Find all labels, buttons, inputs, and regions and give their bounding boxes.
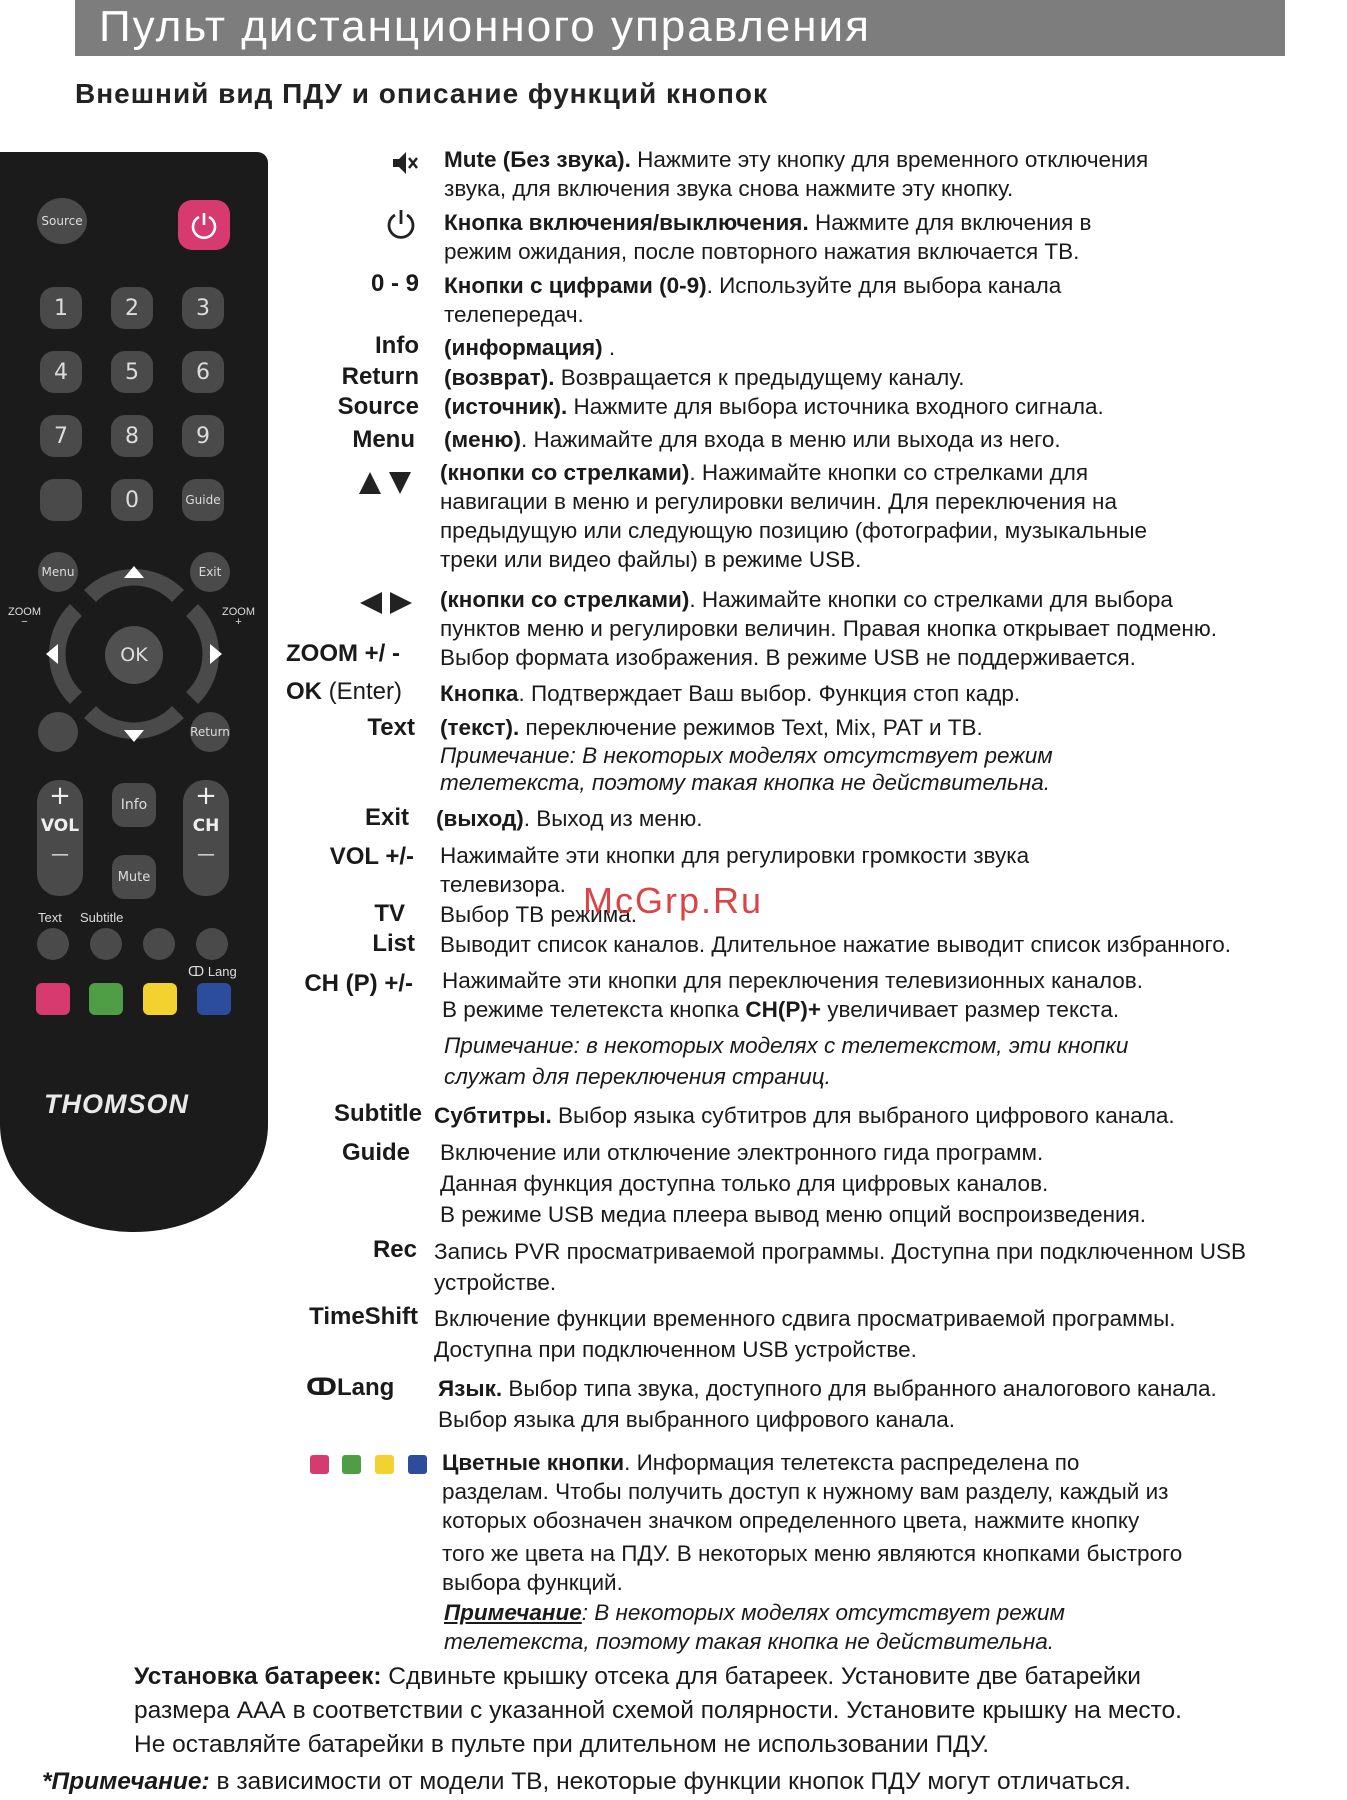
desc-source: (источник). Нажмите для выбора источника входного сигнала. bbox=[444, 394, 1104, 419]
remote-subtitle-label: Subtitle bbox=[80, 910, 124, 925]
swatch-yellow bbox=[375, 1455, 394, 1474]
label-ok: OK (Enter) bbox=[286, 678, 403, 705]
ch-plus-sign: + bbox=[195, 781, 217, 811]
label-info: Info bbox=[375, 332, 419, 359]
desc-info: (информация) . bbox=[444, 335, 616, 360]
remote-ch-rocker[interactable] bbox=[183, 780, 229, 896]
swatch-blue bbox=[408, 1455, 427, 1474]
vol-minus-sign: — bbox=[51, 844, 69, 865]
desc-colors: Цветные кнопки. Информация телетекста распределена по разделам. Чтобы получить доступ к нужному вам разделу, каждый из которых обозначен значком определенного цвета, нажмите кнопку того же цвета на ПДУ. В некоторых меню являются кнопками быстрого выбора функций. bbox=[442, 1450, 1183, 1595]
label-subtitle: Subtitle bbox=[334, 1100, 422, 1127]
desc-zoom: Выбор формата изображения. В режиме USB не поддерживается. bbox=[440, 645, 1136, 670]
power-icon bbox=[189, 210, 219, 240]
label-lang: ↀLang bbox=[306, 1374, 395, 1401]
label-rec: Rec bbox=[372, 1236, 417, 1263]
desc-ok: Кнопка. Подтверждает Ваш выбор. Функция стоп кадр. bbox=[440, 681, 1021, 706]
label-digits: 0 - 9 bbox=[370, 270, 419, 297]
remote-digit-0[interactable]: 0 bbox=[111, 479, 153, 521]
remote-vol-rocker[interactable] bbox=[37, 780, 83, 896]
power-icon bbox=[384, 207, 418, 241]
remote-digit-4[interactable]: 4 bbox=[40, 351, 82, 393]
remote-guide-button[interactable]: Guide bbox=[182, 479, 224, 521]
remote-digit-5[interactable]: 5 bbox=[111, 351, 153, 393]
vol-plus-sign: + bbox=[49, 781, 71, 811]
header-banner bbox=[75, 0, 1285, 56]
label-exit: Exit bbox=[364, 804, 409, 831]
desc-vol: Нажимайте эти кнопки для регулировки громкости звука телевизора. bbox=[440, 843, 1030, 897]
label-menu: Menu bbox=[352, 426, 415, 453]
remote-digit-6[interactable]: 6 bbox=[182, 351, 224, 393]
remote-text-button[interactable] bbox=[37, 928, 69, 960]
note-ch: Примечание: в некоторых моделях с телетекстом, эти кнопки служат для переключения страниц. bbox=[444, 1033, 1129, 1089]
remote-lang-label: ↀ Lang bbox=[188, 964, 237, 979]
desc-timeshift: Включение функции временного сдвига просматриваемой программы. Доступна при подключенном USB устройстве. bbox=[434, 1306, 1176, 1362]
remote-exit-button[interactable]: Exit bbox=[190, 552, 230, 592]
vol-label: VOL bbox=[40, 816, 80, 836]
desc-ch: Нажимайте эти кнопки для переключения телевизионных каналов. В режиме телетекста кнопка CH(P)+ увеличивает размер текста. bbox=[442, 968, 1143, 1022]
note-colors: Примечание: В некоторых моделях отсутствует режим телетекста, поэтому такая кнопка не действительна. bbox=[444, 1600, 1065, 1654]
remote-round-blank-button[interactable] bbox=[38, 712, 78, 752]
label-zoom: ZOOM +/ - bbox=[286, 640, 400, 667]
label-timeshift: TimeShift bbox=[309, 1303, 418, 1330]
desc-subtitle: Субтитры. Выбор языка субтитров для выбраного цифрового канала. bbox=[434, 1103, 1175, 1128]
remote-blank-button[interactable] bbox=[40, 479, 82, 521]
section-subtitle: Внешний вид ПДУ и описание функций кнопок bbox=[75, 78, 769, 109]
watermark: McGrp.Ru bbox=[583, 880, 764, 921]
remote-digit-9[interactable]: 9 bbox=[182, 415, 224, 457]
remote-source-button[interactable]: Source bbox=[37, 198, 87, 244]
label-list: List bbox=[372, 930, 415, 957]
desc-rec: Запись PVR просматриваемой программы. Доступна при подключенном USB устройстве. bbox=[434, 1239, 1246, 1295]
footnote: *Примечание: в зависимости от модели ТВ, некоторые функции кнопок ПДУ могут отличаться. bbox=[42, 1768, 1131, 1795]
note-text: Примечание: В некоторых моделях отсутствует режим телетекста, поэтому такая кнопка не действительна. bbox=[440, 743, 1053, 795]
label-text: Text bbox=[367, 714, 415, 741]
label-source: Source bbox=[337, 393, 419, 420]
label-vol: VOL +/- bbox=[329, 843, 414, 870]
desc-list: Выводит список каналов. Длительное нажатие выводит список избранного. bbox=[440, 932, 1231, 957]
remote-zoom-plus-label: ZOOM + bbox=[222, 606, 255, 628]
desc-power: Кнопка включения/выключения. Нажмите для включения в режим ожидания, после повторного нажатия включается ТВ. bbox=[444, 210, 1092, 264]
label-return: Return bbox=[341, 363, 419, 390]
remote-red-button[interactable] bbox=[36, 983, 70, 1015]
brand-logo: THOMSON bbox=[44, 1089, 189, 1119]
remote-blue-button[interactable] bbox=[197, 983, 231, 1015]
remote-yellow-button[interactable] bbox=[143, 983, 177, 1015]
remote-text-label: Text bbox=[38, 910, 62, 925]
desc-return: (возврат). Возвращается к предыдущему каналу. bbox=[444, 365, 965, 390]
desc-lang: Язык. Выбор типа звука, доступного для выбранного аналогового канала. Выбор языка для выбранного цифрового канала. bbox=[438, 1376, 1217, 1432]
remote-digit-8[interactable]: 8 bbox=[111, 415, 153, 457]
remote-menu-button[interactable]: Menu bbox=[38, 552, 78, 592]
left-right-arrows-icon bbox=[358, 591, 414, 615]
battery-instructions: Установка батареек: Сдвиньте крышку отсека для батареек. Установите две батарейки размера ААА в соответствии с указанной схемой полярности. Установите крышку на место. Не оставляйте батарейки в пульте при длительном не использовании ПДУ. bbox=[134, 1663, 1182, 1758]
remote-green-button[interactable] bbox=[89, 983, 123, 1015]
mute-icon bbox=[389, 148, 419, 178]
stereo-icon: ↀ bbox=[188, 964, 205, 979]
remote-ok-button[interactable]: OK bbox=[105, 626, 163, 684]
remote-digit-3[interactable]: 3 bbox=[182, 287, 224, 329]
desc-updown: (кнопки со стрелками). Нажимайте кнопки со стрелками для навигации в меню и регулировки величин. Для переключения на предыдущую или следующую позицию (фотографии, музыкальные треки или видео файлы) в режиме USB. bbox=[440, 460, 1148, 572]
desc-tv: Выбор ТВ режима. bbox=[440, 902, 637, 927]
remote-digit-7[interactable]: 7 bbox=[40, 415, 82, 457]
remote-control bbox=[0, 152, 268, 1232]
remote-info-button[interactable]: Info bbox=[112, 783, 156, 827]
desc-menu: (меню). Нажимайте для входа в меню или выхода из него. bbox=[444, 427, 1061, 452]
remote-mute-button[interactable]: Mute bbox=[112, 855, 156, 899]
remote-subtitle-button[interactable] bbox=[90, 928, 122, 960]
remote-zoom-minus-label: ZOOM − bbox=[8, 606, 41, 628]
desc-digits: Кнопки с цифрами (0-9). Используйте для выбора канала телепередач. bbox=[444, 273, 1062, 327]
remote-digit-1[interactable]: 1 bbox=[40, 287, 82, 329]
desc-leftright: (кнопки со стрелками). Нажимайте кнопки со стрелками для выбора пунктов меню и регулировки величин. Правая кнопка открывает подменю. bbox=[440, 587, 1217, 641]
desc-guide: Включение или отключение электронного гида программ. Данная функция доступна только для цифровых каналов. В режиме USB медиа плеера вывод меню опций воспроизведения. bbox=[440, 1140, 1147, 1227]
label-guide: Guide bbox=[341, 1139, 410, 1166]
ch-minus-sign: — bbox=[197, 844, 215, 865]
label-ch: CH (P) +/- bbox=[304, 970, 413, 997]
remote-power-button[interactable] bbox=[178, 200, 230, 250]
desc-text: (текст). переключение режимов Text, Mix, PAT и TB. bbox=[440, 715, 983, 740]
desc-mute: Mute (Без звука). Нажмите эту кнопку для временного отключения звука, для включения звука снова нажмите эту кнопку. bbox=[444, 147, 1149, 201]
swatch-green bbox=[342, 1455, 361, 1474]
page-title: Пульт дистанционного управления bbox=[99, 2, 871, 51]
remote-extra-button[interactable] bbox=[143, 928, 175, 960]
label-tv: TV bbox=[374, 900, 405, 927]
ch-label: CH bbox=[192, 816, 220, 836]
stereo-icon: ↀ bbox=[306, 1374, 337, 1401]
remote-digit-2[interactable]: 2 bbox=[111, 287, 153, 329]
remote-lang-button[interactable] bbox=[196, 928, 228, 960]
desc-exit: (выход). Выход из меню. bbox=[436, 806, 703, 831]
up-down-arrows-icon bbox=[358, 470, 412, 496]
remote-return-button[interactable]: Return bbox=[190, 712, 230, 752]
swatch-red bbox=[310, 1455, 329, 1474]
